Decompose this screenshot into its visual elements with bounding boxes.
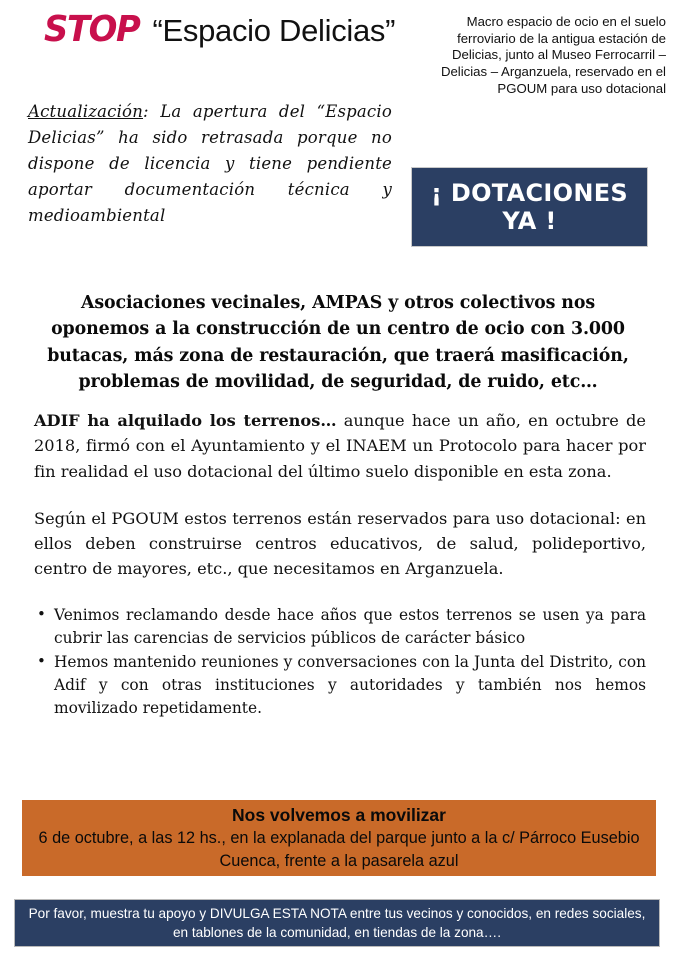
page-title: “Espacio Delicias” <box>152 13 396 48</box>
update-text: : La apertura del “Espacio Delicias” ha sido retrasada porque no dispone de licencia y tiene pendiente aportar documentación técnica y medioambiental <box>28 102 392 226</box>
claims-list <box>34 604 646 721</box>
list-item <box>34 651 646 720</box>
bullet-icon: • <box>37 604 46 623</box>
share-footer: Por favor, muestra tu apoyo y DIVULGA ESTA NOTA entre tus vecinos y conocidos, en redes sociales, en tablones de la comunidad, en tiendas de la zona…. <box>14 899 660 947</box>
masthead <box>44 9 414 50</box>
banner-details: 6 de octubre, a las 12 hs., en la explanada del parque junto a la c/ Párroco Eusebio Cuenca, frente a la pasarela azul <box>38 829 640 870</box>
paragraph-adif <box>34 408 646 484</box>
update-label: Actualización <box>28 102 144 121</box>
update-notice <box>28 99 392 229</box>
mobilization-banner <box>22 800 656 876</box>
headline-statement: Asociaciones vecinales, AMPAS y otros colectivos nos oponemos a la construcción de un centro de ocio con 3.000 butacas, más zona de restauración, que traerá masificación, problemas de movilidad, de seguridad, de ruido, etc… <box>47 293 629 393</box>
dotaciones-callout <box>411 167 648 247</box>
body-content <box>34 408 646 721</box>
paragraph-pgoum: Según el PGOUM estos terrenos están reservados para uso dotacional: en ellos deben construirse centros educativos, de salud, polideportivo, centro de mayores, etc., que necesitamos en Arganzuela. <box>34 508 646 579</box>
paragraph-adif-rest: aunque hace un año, en octubre de 2018, firmó con el Ayuntamiento y el INAEM un Protocolo para hacer por fin realidad el uso dotacional del último suelo disponible en esta zona. <box>34 411 646 481</box>
list-item <box>34 604 646 650</box>
callout-line-1: ¡ DOTACIONES <box>430 178 629 207</box>
list-item-text: Venimos reclamando desde hace años que estos terrenos se usen ya para cubrir las carencias de servicios públicos de carácter básico <box>54 605 646 647</box>
callout-line-2: YA ! <box>502 207 557 235</box>
list-item-text: Hemos mantenido reuniones y conversaciones con la Junta del Distrito, con Adif y con otras instituciones y autoridades y también nos hemos movilizado repetidamente. <box>54 652 646 718</box>
header-description-note: Macro espacio de ocio en el suelo ferroviario de la antigua estación de Delicias, junto al Museo Ferrocarril – Delicias – Arganzuela, reservado en el PGOUM para uso dotacional <box>440 14 666 96</box>
stop-logo-text: STOP <box>44 9 140 50</box>
bullet-icon: • <box>37 651 46 670</box>
banner-title: Nos volvemos a movilizar <box>232 804 446 825</box>
paragraph-adif-lead: ADIF ha alquilado los terrenos… <box>34 411 337 430</box>
